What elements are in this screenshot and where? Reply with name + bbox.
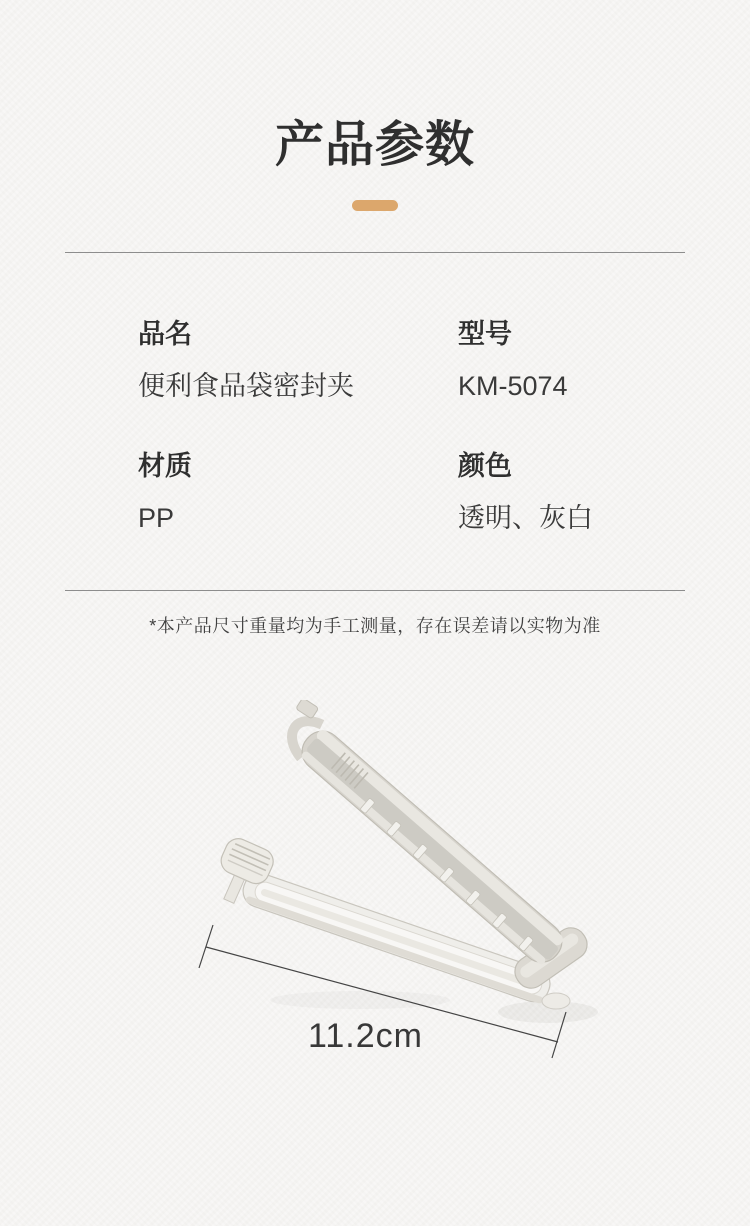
param-value: KM-5074	[458, 371, 568, 401]
divider-bottom	[65, 590, 685, 591]
param-label: 材质	[138, 451, 192, 481]
param-cell-material	[138, 453, 438, 532]
param-label: 型号	[458, 319, 512, 349]
param-cell-color	[458, 453, 750, 532]
product-photo	[150, 700, 620, 1070]
param-value: 透明、灰白	[458, 503, 593, 533]
param-value: PP	[138, 503, 175, 533]
param-label: 颜色	[458, 451, 512, 481]
param-cell-model	[458, 321, 750, 400]
dimension-label: 11.2cm	[308, 1017, 423, 1055]
bag-clip-illustration	[150, 700, 620, 1070]
param-label: 品名	[138, 319, 192, 349]
accent-dash	[352, 200, 398, 211]
divider-top	[65, 252, 685, 253]
param-cell-product-name	[138, 321, 438, 400]
param-value: 便利食品袋密封夹	[138, 371, 354, 401]
measurement-note: *本产品尺寸重量均为手工测量，存在误差请以实物为准	[149, 616, 601, 636]
page-title: 产品参数	[274, 118, 475, 172]
